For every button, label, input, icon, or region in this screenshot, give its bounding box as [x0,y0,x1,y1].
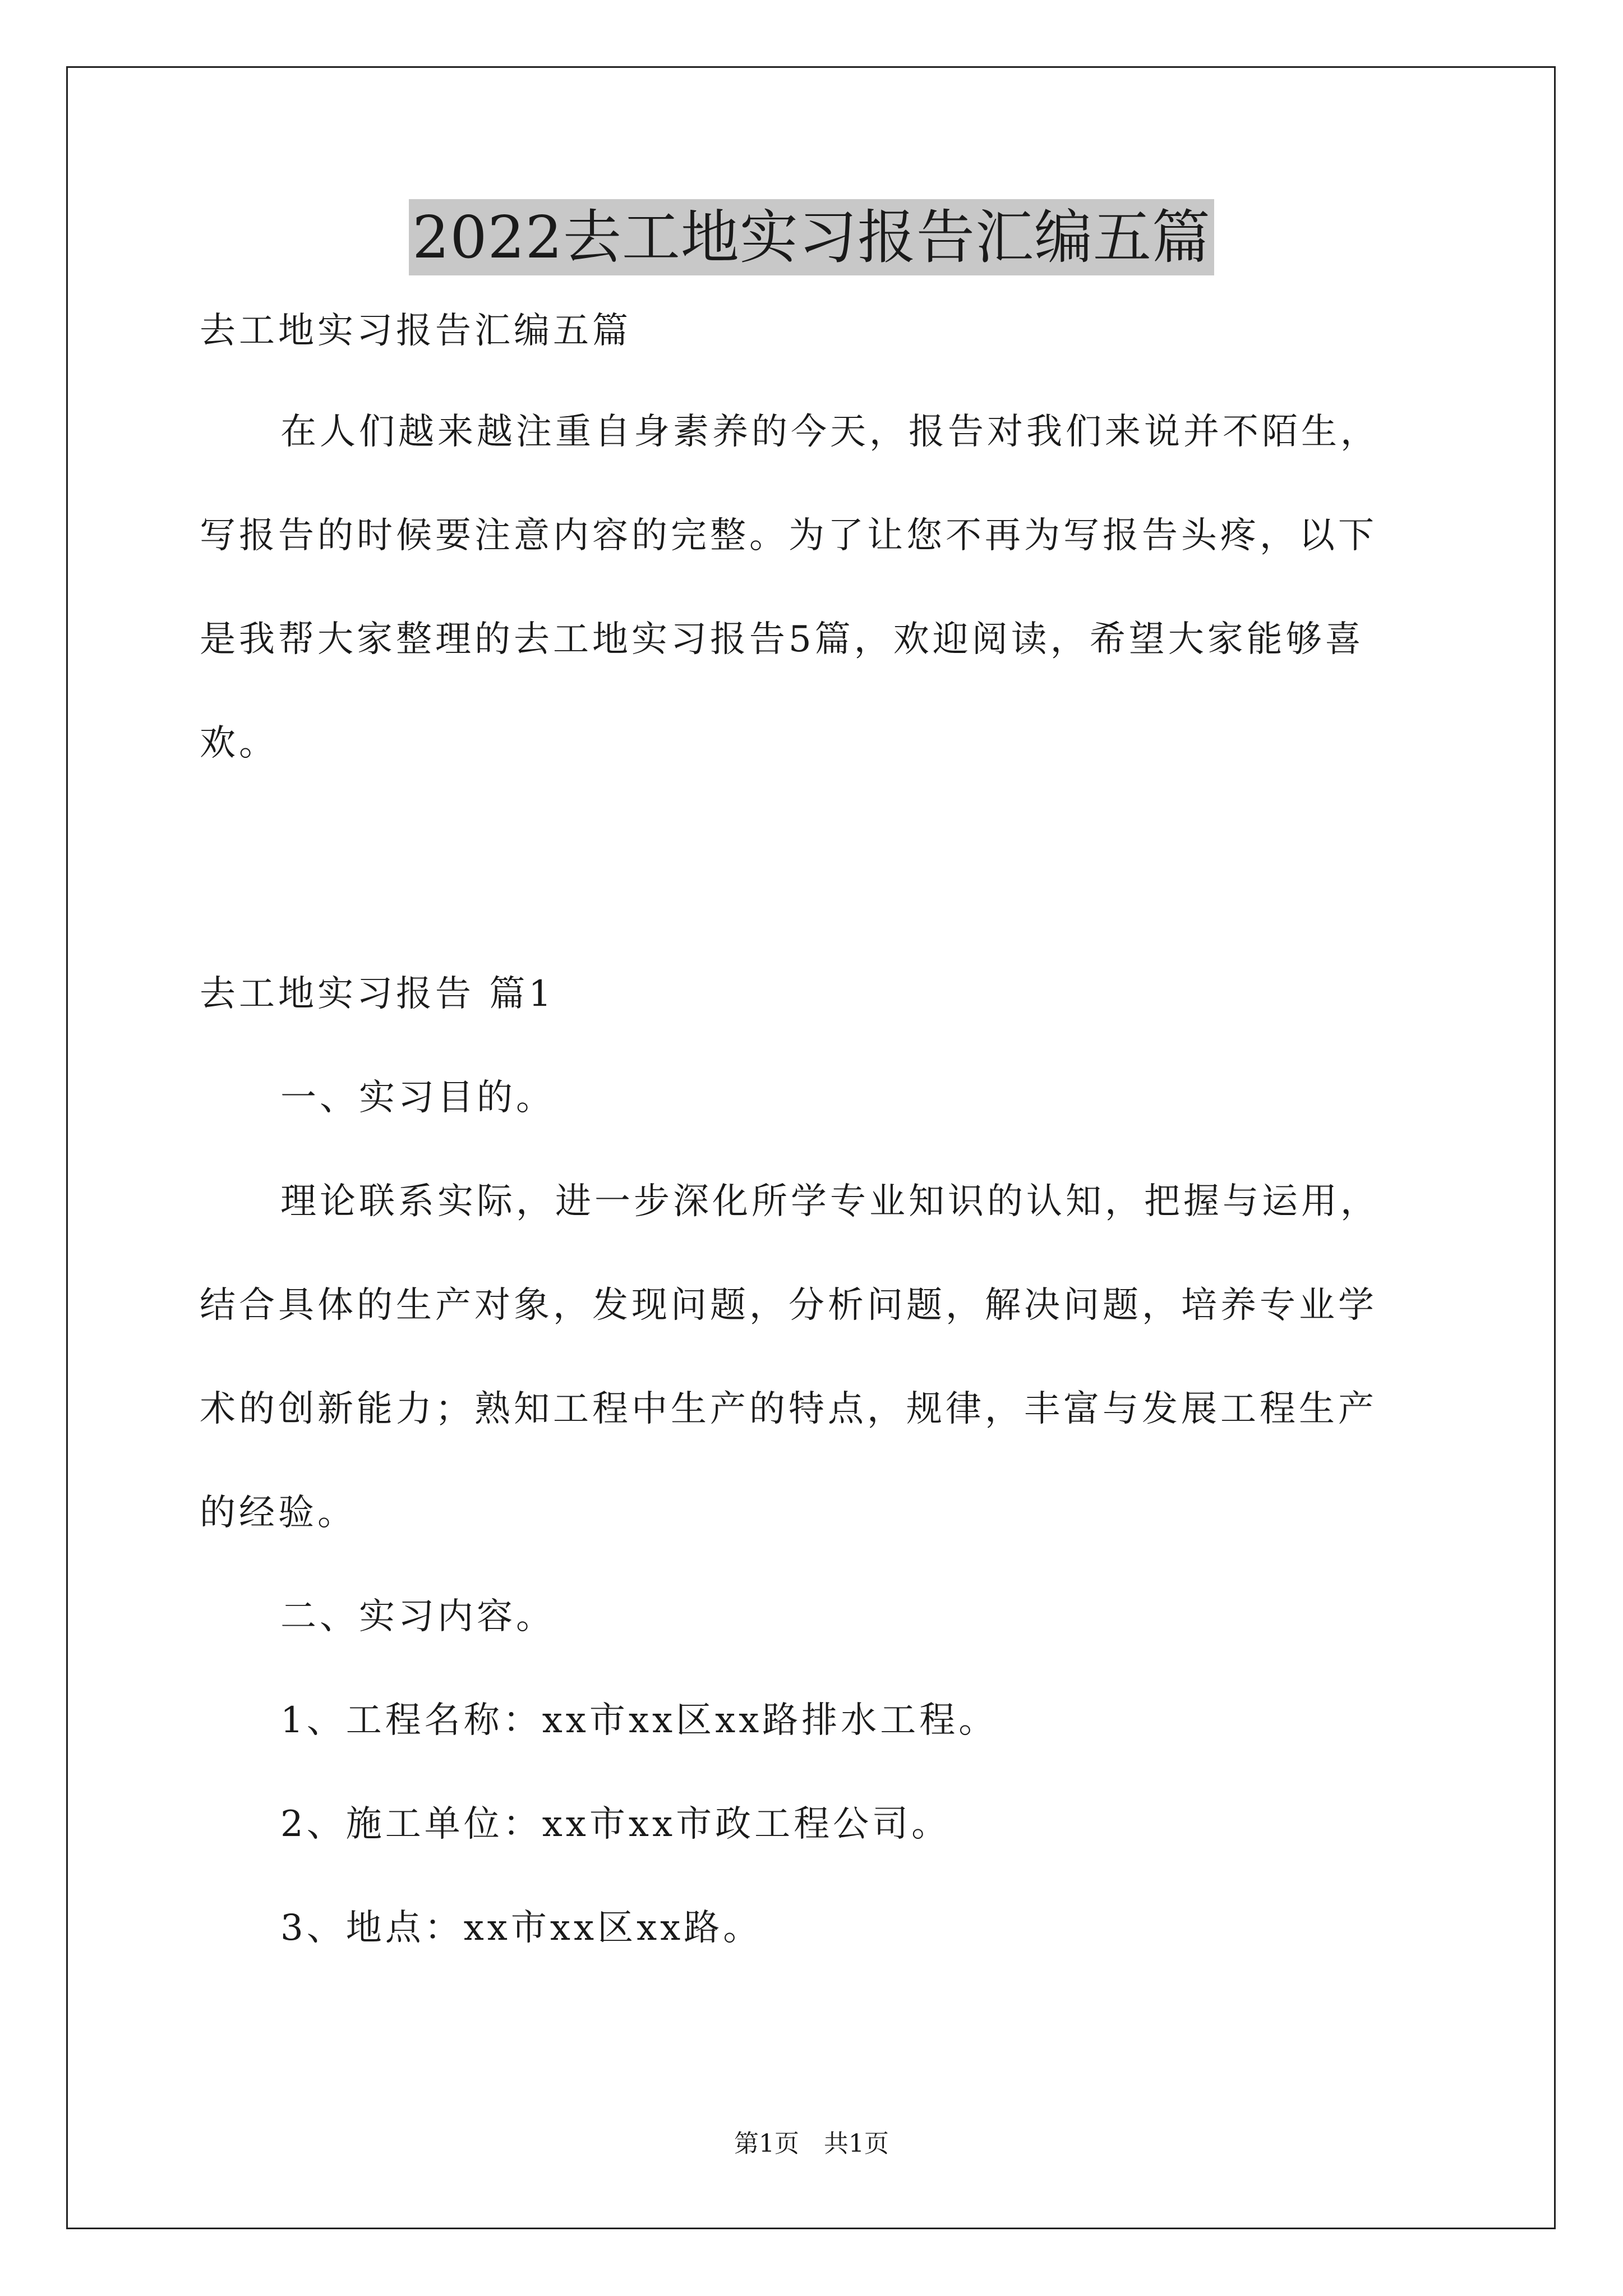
intro-line-4: 欢。 [200,723,278,764]
content-item-1: 1、工程名称：xx市xx区xx路排水工程。 [280,1700,998,1741]
content-item-2: 2、施工单位：xx市xx市政工程公司。 [280,1803,951,1845]
purpose-heading: 一、实习目的。 [280,1077,555,1119]
page-footer [0,2127,1623,2161]
purpose-line-1: 理论联系实际，进一步深化所学专业知识的认知，把握与运用， [280,1181,1380,1222]
content-heading: 二、实习内容。 [280,1596,555,1637]
section-heading: 去工地实习报告 篇1 [200,973,555,1015]
page-total: 共1页 [824,2129,889,2158]
intro-line-1: 在人们越来越注重自身素养的今天，报告对我们来说并不陌生， [280,411,1380,453]
content-item-3: 3、地点：xx市xx区xx路。 [280,1907,763,1949]
intro-line-2: 写报告的时候要注意内容的完整。为了让您不再为写报告头疼，以下 [200,515,1377,556]
purpose-line-2: 结合具体的生产对象，发现问题，分析问题，解决问题，培养专业学 [200,1285,1377,1326]
purpose-line-3: 术的创新能力；熟知工程中生产的特点，规律，丰富与发展工程生产 [200,1388,1377,1430]
purpose-line-4: 的经验。 [200,1492,357,1534]
page-number: 第1页 [734,2129,799,2158]
document-title-container [0,199,1623,275]
document-subtitle: 去工地实习报告汇编五篇 [200,310,631,352]
intro-line-3: 是我帮大家整理的去工地实习报告5篇，欢迎阅读，希望大家能够喜 [200,619,1364,660]
document-title: 2022去工地实习报告汇编五篇 [409,199,1214,275]
